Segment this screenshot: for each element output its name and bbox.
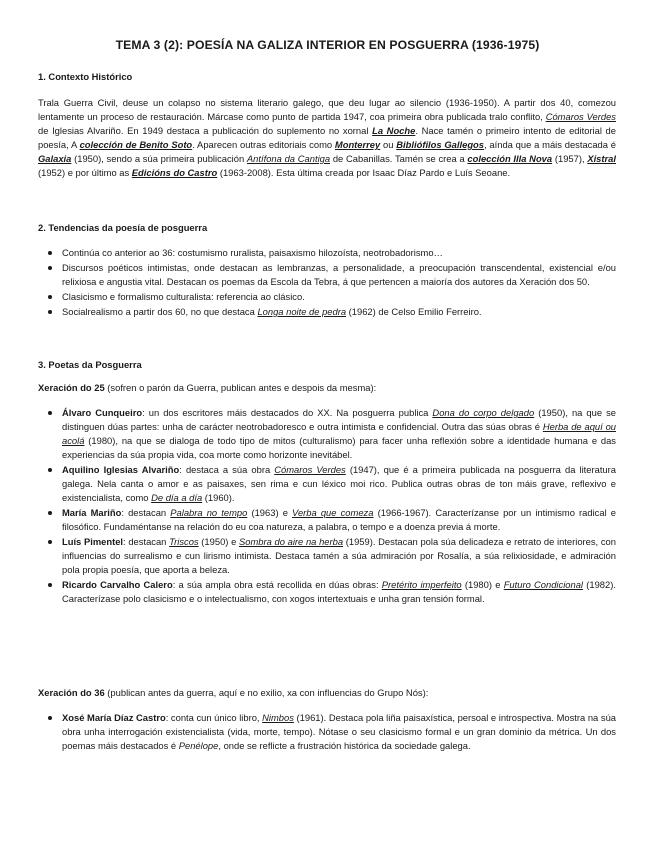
poet-name: Álvaro Cunqueiro	[62, 407, 143, 418]
list-item: Clasicismo e formalismo culturalista: referencia ao clásico.	[62, 290, 616, 304]
publisher-bibliofilos: Bibliófilos Gallegos	[396, 139, 484, 150]
section-heading-context: 1. Contexto Histórico	[38, 71, 133, 82]
generation-36-list	[62, 711, 616, 754]
work-comaros-verdes: Cómaros Verdes	[545, 111, 616, 122]
context-paragraph: Trala Guerra Civil, deuse un colapso no sistema literario galego, que deu lugar ao silencio (1936-1950). A partir dos 40, comezou lentamente un proceso de restauración. Márcase como punto de partida 1947, coa primeira obra publicada tralo conflito, Cómaros Verdes de Iglesias Alvariño. En 1949 destaca a publicación do suplemento no xornal La Noche. Nace tamén o primeiro intento de editorial de poesía, A colección de Benito Soto. Aparecen outras editoriais como Monterrey ou Bibliófilos Gallegos, aínda que a máis destacada é Galaxia (1950), sendo a súa primeira publicación Antífona da Cantiga de Cabanillas. Tamén se crea a colección Illa Nova (1957), Xistral (1952) e por último as Edicións do Castro (1963-2008). Esta última creada por Isaac Díaz Pardo e Luís Seoane.	[38, 97, 617, 178]
list-item: Socialrealismo a partir dos 60, no que destaca Longa noite de pedra (1962) de Celso Emilio Ferreiro.	[62, 305, 616, 319]
collection-illa-nova: colección Illa Nova	[467, 153, 553, 164]
list-item: Xosé María Díaz Castro: conta cun único libro, Nimbos (1961). Destaca pola liña paisaxística, persoal e introspectiva. Mostra na súa obra unha interrogación existencialista (vida, morte, tempo). Nótase o seu clasicismo formal e un gran dominio da métrica. Un dos poemas máis destacados é Penélope, onde se reflicte a frustración histórica da sociedade galega.	[62, 712, 616, 751]
poet-name: Aquilino Iglesias Alvariño	[62, 464, 180, 475]
publisher-monterrey: Monterrey	[334, 139, 381, 150]
generation-25-intro: Xeración do 25 (sofren o parón da Guerra, publican antes e despois da mesma):	[38, 382, 377, 393]
section-heading-poets: 3. Poetas da Posguerra	[38, 359, 142, 370]
newspaper-la-noche: La Noche	[372, 125, 416, 136]
section-heading-tendencies: 2. Tendencias da poesía de posguerra	[38, 222, 208, 233]
generation-25-list	[62, 406, 616, 607]
poet-name: Luís Pimentel	[62, 536, 124, 547]
poet-name: Xosé María Díaz Castro	[62, 712, 166, 723]
poet-name: María Mariño	[62, 507, 122, 518]
collection-xistral: Xistral	[587, 153, 616, 164]
generation-36-intro: Xeración do 36 (publican antes da guerra, aquí e no exilio, xa con influencias do Grupo Nós):	[38, 687, 429, 698]
list-item: Ricardo Carvalho Calero: a súa ampla obra está recollida en dúas obras: Pretérito imperfeito (1980) e Futuro Condicional (1982). Caracterízase polo clasicismo e o intelectualismo, con xogos intertextuais e unha gran tensión formal.	[62, 579, 616, 604]
collection-benito-soto: colección de Benito Soto	[79, 139, 193, 150]
work-antifona: Antífona da Cantiga	[246, 153, 331, 164]
poet-name: Ricardo Carvalho Calero	[62, 579, 173, 590]
publisher-galaxia: Galaxia	[38, 153, 72, 164]
list-item: Aquilino Iglesias Alvariño: destaca a súa obra Cómaros Verdes (1947), que é a primeira publicada na posguerra da literatura galega. Nela canta o amor e as paisaxes, sen rima e cun léxico moi rico. Publica outras obras de ton máis grave, reflexivo e existencialista, como De día a día (1960).	[62, 464, 616, 503]
list-item: Álvaro Cunqueiro: un dos escritores máis destacados do XX. Na posguerra publica Dona do corpo delgado (1950), na que se distinguen dúas partes: unha de carácter neotrobadoresco e outra intimista e confidencial. Outra das súas obras é Herba de aquí ou acolá (1980), na que se dialoga de todo tipo de mitos (culturalismo) para facer unha reflexión sobre a identidade humana e das experiencias da súa propia vida, coa morte como horizonte inevitábel.	[62, 407, 616, 460]
list-item: Discursos poéticos intimistas, onde destacan as lembranzas, a personalidade, a preocupación transcendental, existencial e/ou relixiosa e angustia vital. Destacan os poemas da Escola da Tebra, á que pertencen a maioría dos autores da Xeración dos 50.	[62, 262, 616, 287]
tendencies-list	[62, 246, 616, 320]
publisher-edicions-castro: Edicións do Castro	[131, 167, 218, 178]
document-title: TEMA 3 (2): POESÍA NA GALIZA INTERIOR EN POSGUERRA (1936-1975)	[115, 38, 540, 52]
list-item: Continúa co anterior ao 36: costumismo ruralista, paisaxismo hilozoísta, neotrobadorismo…	[62, 246, 616, 260]
list-item: María Mariño: destacan Palabra no tempo (1963) e Verba que comeza (1966-1967). Caracterízanse por un intimismo radical e filosófico. Fundaméntanse na relación do eu coa natureza, a palabra, o tempo e a doenza previa á morte.	[62, 507, 616, 532]
work-longa-noite: Longa noite de pedra	[257, 306, 347, 317]
list-item: Luís Pimentel: destacan Triscos (1950) e Sombra do aire na herba (1959). Destacan pola súa delicadeza e retrato de interiores, con influencias do surrealismo e cun lirismo intimista. Destaca tamén a súa admiración por Rosalía, a súa relixiosidade, e admiración pola propia poesía, que aporta a beleza.	[62, 536, 616, 575]
